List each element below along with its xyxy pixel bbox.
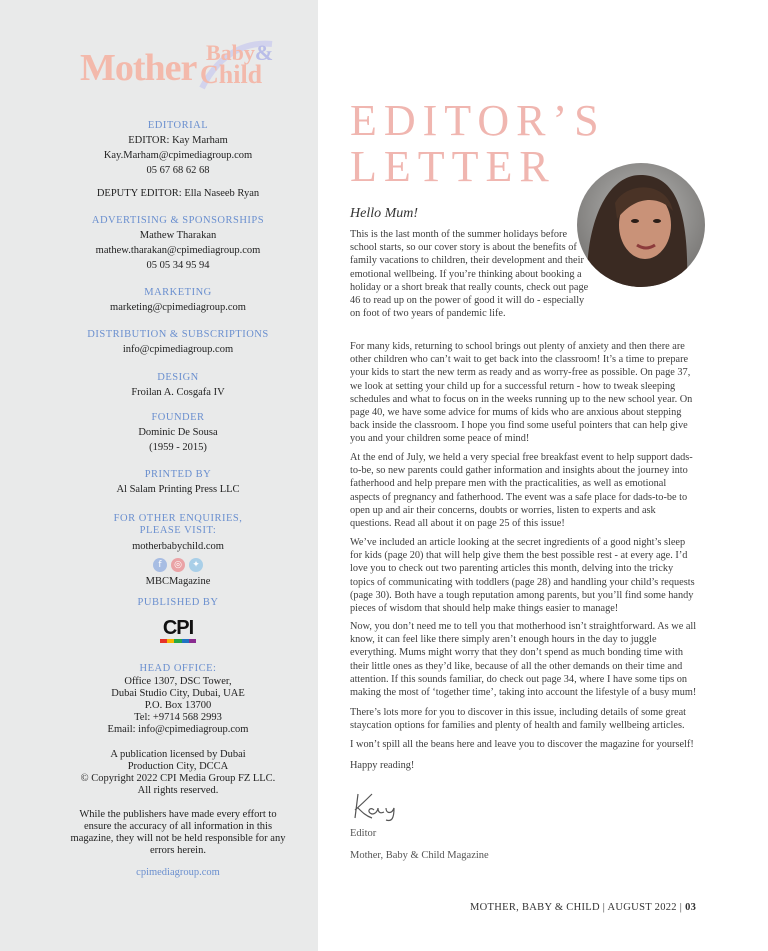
editor-signature (352, 790, 412, 822)
publisher-site-link[interactable]: cpimediagroup.com (136, 867, 220, 878)
distribution-email[interactable]: info@cpimediagroup.com (122, 344, 234, 355)
deputy-editor: DEPUTY EDITOR: Ella Naseeb Ryan (96, 188, 260, 199)
printer-name: Al Salam Printing Press LLC (116, 484, 240, 495)
logo-child: Child (200, 60, 263, 89)
design-name: Froilan A. Cosgafa IV (131, 387, 225, 398)
licence-line-2: Production City, DCCA (127, 761, 229, 772)
page-number: 03 (685, 902, 697, 913)
paragraph-1: This is the last month of the summer holidays before school starts, so our cover story is about the benefits of family vacations to children, their development and their emotional wellbeing. If you’re thinking about booking a holiday or a short break that really counts, check out page 46 to read up on the power of good it will do - especially on foot of two years of pandemic life. (350, 229, 589, 320)
founder-heading: FOUNDER (151, 412, 205, 423)
copyright: © Copyright 2022 CPI Media Group FZ LLC. (80, 773, 276, 784)
editor-photo (577, 163, 705, 287)
cpi-logo: CPI (160, 618, 196, 643)
paragraph-3: At the end of July, we held a very special free breakfast event to help support dads-to-be, so new parents could gather information and insights about the journey into fatherhood and help prepare men with the practicalities, as well as emotional aspects of pregnancy and fatherhood. The event was a safe place for dads-to-be to open up and air their concerns, doubts or worries, listen to experts and ask questions. Read all about it on page 25 of this issue! (350, 452, 693, 530)
masthead-sidebar (0, 0, 318, 951)
design-heading: DESIGN (157, 372, 199, 383)
editor-phone: 05 67 68 62 68 (146, 165, 210, 176)
page-title: EDITOR’S LETTER (350, 96, 606, 191)
svg-text:Kay: Kay (352, 790, 354, 791)
office-line-2: Dubai Studio City, Dubai, UAE (111, 688, 245, 699)
advertising-heading: ADVERTISING & SPONSORSHIPS (91, 215, 265, 226)
advertising-name: Mathew Tharakan (139, 230, 217, 241)
editorial-heading: EDITORIAL (147, 120, 209, 131)
marketing-email[interactable]: marketing@cpimediagroup.com (110, 302, 246, 313)
printed-heading: PRINTED BY (144, 469, 212, 480)
published-heading: PUBLISHED BY (137, 597, 219, 608)
paragraph-2: For many kids, returning to school brings out plenty of anxiety and then there are other children who can’t wait to get back into the classroom! It’s a time to prepare your kids to start the new term as ready and as worry-free as possible. On page 37, we look at setting your child up for a successful return - how to tweak sleeping schedules and what to focus on in the weeks running up to the new school year. On page 40, we have some advice for mums of kids who are anxious about stepping back inside the classroom. I hope you find some useful pointers that can help give you and your children some peace of mind! (350, 341, 693, 445)
distribution-heading: DISTRIBUTION & SUBSCRIPTIONS (87, 329, 269, 340)
paragraph-7: I won’t spill all the beans here and leave you to discover the magazine for yourself! (350, 739, 694, 750)
twitter-icon[interactable]: ✦ (189, 558, 203, 572)
office-line-1: Office 1307, DSC Tower, (124, 676, 232, 687)
signature-magazine: Mother, Baby & Child Magazine (350, 850, 489, 861)
magazine-logo (80, 38, 280, 94)
founder-name: Dominic De Sousa (138, 427, 218, 438)
office-phone: Tel: +9714 568 2993 (134, 712, 222, 723)
editor-email[interactable]: Kay.Marham@cpimediagroup.com (103, 150, 253, 161)
instagram-icon[interactable]: ◎ (171, 558, 185, 572)
rights: All rights reserved. (137, 785, 219, 796)
disclaimer-line-4: errors herein. (150, 845, 206, 856)
facebook-icon[interactable]: f (153, 558, 167, 572)
advertising-email[interactable]: mathew.tharakan@cpimediagroup.com (95, 245, 261, 256)
enquiries-site[interactable]: motherbabychild.com (132, 541, 224, 552)
founder-years: (1959 - 2015) (149, 442, 207, 453)
paragraph-6: There’s lots more for you to discover in this issue, including details of some great staycation options for families and plenty of health and family wellbeing articles. (350, 707, 687, 732)
disclaimer-line-2: ensure the accuracy of all information in this (83, 821, 273, 832)
disclaimer-line-3: magazine, they will not be held responsible for any (70, 833, 286, 844)
editor-name: EDITOR: Kay Marham (128, 135, 228, 146)
signature-role: Editor (350, 828, 377, 839)
paragraph-4: We’ve included an article looking at the secret ingredients of a good night’s sleep for kids (page 20) that will help give them the best possible rest - at every age. I’d love you to check out two parenting articles this month, delving into the tricky topics of communicating with toddlers (page 28) and handling your child’s requests (page 30). Both have a tough reputation among parents, but you’ll find some handy pieces of wisdom that should help make things easier to manage! (350, 537, 695, 615)
advertising-phone: 05 05 34 95 94 (146, 260, 210, 271)
paragraph-8: Happy reading! (350, 760, 415, 771)
logo-baby: Baby& (206, 40, 274, 65)
office-email[interactable]: Email: info@cpimediagroup.com (107, 724, 249, 735)
social-icons (0, 558, 356, 572)
disclaimer-line-1: While the publishers have made every effort to (79, 809, 277, 820)
enquiries-heading: FOR OTHER ENQUIRIES, PLEASE VISIT: (113, 513, 243, 536)
licence-line-1: A publication licensed by Dubai (110, 749, 246, 760)
paragraph-5: Now, you don’t need me to tell you that motherhood isn’t straightforward. As we all know, it can feel like there simply aren’t enough hours in the day to juggle everything. Mums might worry that they don’t spend as much bonding time with their little ones as they’d like, because of all the other demands on their time and attention. If this sounds familiar, do check out page 34, where I have some tips on making the most of ‘together time’, taking into account the lifestyle of a busy mum! (350, 621, 697, 699)
page-footer: MOTHER, BABY & CHILD | AUGUST 2022 | 03 (470, 902, 697, 913)
marketing-heading: MARKETING (144, 287, 212, 298)
office-line-3: P.O. Box 13700 (144, 700, 212, 711)
logo-mother: Mother (80, 47, 197, 89)
greeting: Hello Mum! (350, 206, 419, 221)
social-handle: MBCMagazine (145, 576, 211, 587)
office-heading: HEAD OFFICE: (139, 663, 217, 674)
masthead-credits (0, 118, 356, 880)
